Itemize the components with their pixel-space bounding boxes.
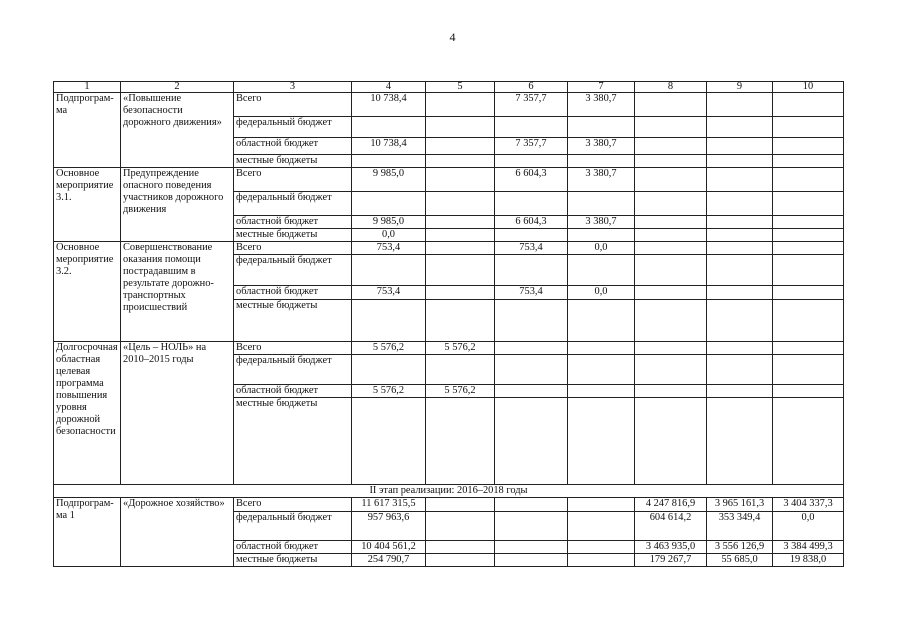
value-cell: [773, 229, 844, 242]
value-cell: [635, 93, 707, 117]
value-cell: 353 349,4: [707, 512, 773, 541]
value-cell: [495, 541, 568, 554]
value-cell: [352, 255, 426, 286]
funding-source: местные бюджеты: [234, 155, 352, 168]
value-cell: 179 267,7: [635, 554, 707, 567]
value-cell: [773, 93, 844, 117]
value-cell: 6 604,3: [495, 216, 568, 229]
value-cell: [495, 192, 568, 216]
table-row: [54, 168, 844, 192]
funding-source: областной бюджет: [234, 286, 352, 300]
funding-source: областной бюджет: [234, 385, 352, 398]
value-cell: 753,4: [352, 242, 426, 255]
value-cell: [635, 229, 707, 242]
funding-source: федеральный бюджет: [234, 117, 352, 138]
funding-source: местные бюджеты: [234, 398, 352, 485]
value-cell: 10 404 561,2: [352, 541, 426, 554]
row-category: Долгосрочная областная целевая программа повышения уровня дорожной безопасности: [54, 342, 121, 485]
value-cell: [707, 342, 773, 355]
value-cell: 0,0: [568, 242, 635, 255]
value-cell: 5 576,2: [352, 385, 426, 398]
column-number: 3: [234, 82, 352, 93]
value-cell: [426, 242, 495, 255]
value-cell: [426, 512, 495, 541]
value-cell: [426, 192, 495, 216]
value-cell: [568, 117, 635, 138]
funding-source: Всего: [234, 168, 352, 192]
column-number: 6: [495, 82, 568, 93]
value-cell: [495, 512, 568, 541]
value-cell: [635, 192, 707, 216]
value-cell: [568, 192, 635, 216]
value-cell: 3 404 337,3: [773, 498, 844, 512]
stage-title: II этап реализации: 2016–2018 годы: [54, 485, 844, 498]
funding-source: областной бюджет: [234, 138, 352, 155]
value-cell: 4 247 816,9: [635, 498, 707, 512]
value-cell: [568, 229, 635, 242]
value-cell: [707, 138, 773, 155]
row-name: «Повышение безопасности дорожного движения»: [121, 93, 234, 168]
value-cell: [352, 398, 426, 485]
value-cell: [707, 229, 773, 242]
value-cell: [773, 286, 844, 300]
value-cell: 3 380,7: [568, 138, 635, 155]
value-cell: [568, 355, 635, 385]
column-number: 2: [121, 82, 234, 93]
value-cell: [635, 342, 707, 355]
value-cell: [426, 138, 495, 155]
value-cell: 254 790,7: [352, 554, 426, 567]
value-cell: [568, 398, 635, 485]
value-cell: [635, 286, 707, 300]
value-cell: [773, 398, 844, 485]
value-cell: [495, 385, 568, 398]
value-cell: [426, 498, 495, 512]
funding-source: Всего: [234, 498, 352, 512]
value-cell: [426, 117, 495, 138]
value-cell: [635, 216, 707, 229]
value-cell: [568, 300, 635, 342]
value-cell: 10 738,4: [352, 138, 426, 155]
row-category: Основное мероприятие 3.1.: [54, 168, 121, 242]
column-number: 9: [707, 82, 773, 93]
value-cell: 7 357,7: [495, 138, 568, 155]
value-cell: [495, 498, 568, 512]
column-number: 8: [635, 82, 707, 93]
value-cell: 3 384 499,3: [773, 541, 844, 554]
value-cell: 604 614,2: [635, 512, 707, 541]
value-cell: [635, 168, 707, 192]
value-cell: 7 357,7: [495, 93, 568, 117]
value-cell: 5 576,2: [426, 385, 495, 398]
value-cell: [495, 342, 568, 355]
funding-source: федеральный бюджет: [234, 512, 352, 541]
value-cell: [635, 398, 707, 485]
value-cell: [635, 300, 707, 342]
value-cell: [773, 192, 844, 216]
value-cell: 3 380,7: [568, 168, 635, 192]
value-cell: [495, 229, 568, 242]
value-cell: [568, 541, 635, 554]
value-cell: 0,0: [352, 229, 426, 242]
value-cell: 753,4: [352, 286, 426, 300]
value-cell: [707, 192, 773, 216]
value-cell: [426, 300, 495, 342]
value-cell: [773, 255, 844, 286]
value-cell: [495, 300, 568, 342]
value-cell: [707, 398, 773, 485]
value-cell: [773, 355, 844, 385]
value-cell: [426, 216, 495, 229]
value-cell: [707, 255, 773, 286]
column-number-row: [54, 82, 844, 93]
funding-source: Всего: [234, 93, 352, 117]
value-cell: 3 556 126,9: [707, 541, 773, 554]
value-cell: [773, 300, 844, 342]
value-cell: [773, 216, 844, 229]
value-cell: [773, 138, 844, 155]
funding-source: федеральный бюджет: [234, 192, 352, 216]
value-cell: [773, 385, 844, 398]
funding-source: федеральный бюджет: [234, 255, 352, 286]
value-cell: 6 604,3: [495, 168, 568, 192]
value-cell: 5 576,2: [352, 342, 426, 355]
value-cell: [426, 255, 495, 286]
value-cell: [568, 554, 635, 567]
funding-source: местные бюджеты: [234, 554, 352, 567]
value-cell: [495, 398, 568, 485]
value-cell: [568, 512, 635, 541]
column-number: 4: [352, 82, 426, 93]
value-cell: 5 576,2: [426, 342, 495, 355]
value-cell: [635, 155, 707, 168]
table-row: [54, 342, 844, 355]
row-category: Подпрограм-ма 1: [54, 498, 121, 567]
value-cell: [568, 385, 635, 398]
column-number: 7: [568, 82, 635, 93]
value-cell: [707, 117, 773, 138]
stage-row: [54, 485, 844, 498]
value-cell: 3 380,7: [568, 93, 635, 117]
value-cell: [773, 342, 844, 355]
value-cell: [635, 138, 707, 155]
value-cell: [635, 255, 707, 286]
funding-source: областной бюджет: [234, 216, 352, 229]
funding-source: местные бюджеты: [234, 229, 352, 242]
table-row: [54, 498, 844, 512]
value-cell: [495, 155, 568, 168]
value-cell: 11 617 315,5: [352, 498, 426, 512]
value-cell: [352, 117, 426, 138]
value-cell: [707, 286, 773, 300]
value-cell: 753,4: [495, 286, 568, 300]
value-cell: [426, 286, 495, 300]
value-cell: 3 965 161,3: [707, 498, 773, 512]
value-cell: 55 685,0: [707, 554, 773, 567]
value-cell: [426, 229, 495, 242]
value-cell: [352, 355, 426, 385]
value-cell: [568, 498, 635, 512]
value-cell: [773, 168, 844, 192]
value-cell: 753,4: [495, 242, 568, 255]
value-cell: [773, 242, 844, 255]
value-cell: [707, 300, 773, 342]
value-cell: [352, 192, 426, 216]
value-cell: [426, 155, 495, 168]
budget-table: [53, 81, 844, 567]
value-cell: 3 380,7: [568, 216, 635, 229]
value-cell: [568, 255, 635, 286]
value-cell: 0,0: [773, 512, 844, 541]
row-name: «Цель – НОЛЬ» на 2010–2015 годы: [121, 342, 234, 485]
row-category: Подпрограм-ма: [54, 93, 121, 168]
value-cell: [495, 255, 568, 286]
value-cell: [568, 155, 635, 168]
column-number: 1: [54, 82, 121, 93]
value-cell: [426, 355, 495, 385]
row-name: Предупреждение опасного поведения участников дорожного движения: [121, 168, 234, 242]
value-cell: [707, 385, 773, 398]
value-cell: [707, 242, 773, 255]
value-cell: 10 738,4: [352, 93, 426, 117]
value-cell: [635, 385, 707, 398]
column-number: 5: [426, 82, 495, 93]
funding-source: Всего: [234, 342, 352, 355]
value-cell: [707, 355, 773, 385]
row-category: Основное мероприятие 3.2.: [54, 242, 121, 342]
page-number: 4: [449, 30, 456, 44]
value-cell: [426, 554, 495, 567]
value-cell: [495, 554, 568, 567]
value-cell: [635, 242, 707, 255]
column-number: 10: [773, 82, 844, 93]
value-cell: [426, 93, 495, 117]
value-cell: [635, 355, 707, 385]
value-cell: 3 463 935,0: [635, 541, 707, 554]
value-cell: [495, 355, 568, 385]
table-row: [54, 242, 844, 255]
value-cell: [352, 155, 426, 168]
value-cell: [352, 300, 426, 342]
value-cell: [707, 216, 773, 229]
table-row: [54, 93, 844, 117]
value-cell: [426, 168, 495, 192]
row-name: «Дорожное хозяйство»: [121, 498, 234, 567]
funding-source: федеральный бюджет: [234, 355, 352, 385]
value-cell: [426, 541, 495, 554]
value-cell: [426, 398, 495, 485]
funding-source: местные бюджеты: [234, 300, 352, 342]
value-cell: [773, 117, 844, 138]
value-cell: 957 963,6: [352, 512, 426, 541]
funding-source: Всего: [234, 242, 352, 255]
value-cell: 9 985,0: [352, 216, 426, 229]
value-cell: [707, 93, 773, 117]
value-cell: 0,0: [568, 286, 635, 300]
value-cell: [568, 342, 635, 355]
value-cell: 9 985,0: [352, 168, 426, 192]
value-cell: [495, 117, 568, 138]
value-cell: [707, 155, 773, 168]
value-cell: [707, 168, 773, 192]
value-cell: [635, 117, 707, 138]
row-name: Совершенствование оказания помощи пострадавшим в результате дорожно-транспортных происшествий: [121, 242, 234, 342]
value-cell: 19 838,0: [773, 554, 844, 567]
value-cell: [773, 155, 844, 168]
funding-source: областной бюджет: [234, 541, 352, 554]
